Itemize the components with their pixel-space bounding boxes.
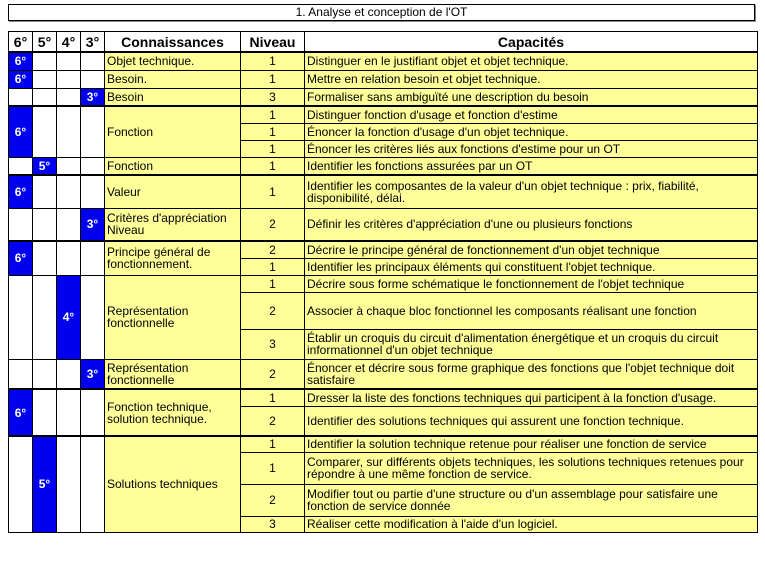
capacite-cell: Mettre en relation besoin et objet technique. (305, 70, 758, 88)
niveau-cell: 3 (241, 516, 305, 532)
niveau-cell: 1 (241, 175, 305, 208)
niveau-cell: 3 (241, 88, 305, 106)
grade-3e-marker: 3° (81, 208, 105, 241)
connaissance-cell: Valeur (105, 175, 241, 208)
niveau-cell: 1 (241, 106, 305, 123)
capacite-cell: Décrire le principe général de fonctionnement d'un objet technique (305, 241, 758, 258)
capacite-cell: Identifier des solutions techniques qui assurent une fonction technique. (305, 406, 758, 436)
grade-cell (9, 275, 33, 359)
connaissance-cell: Principe général de fonctionnement. (105, 241, 241, 275)
niveau-cell: 1 (241, 258, 305, 275)
header-4e: 4° (57, 32, 81, 53)
connaissance-cell: Objet technique. (105, 52, 241, 70)
header-5e: 5° (33, 32, 57, 53)
capacite-cell: Réaliser cette modification à l'aide d'un logiciel. (305, 516, 758, 532)
table-row (9, 208, 758, 241)
capacite-cell: Décrire sous forme schématique le fonctionnement de l'objet technique (305, 275, 758, 292)
capacite-cell: Formaliser sans ambiguïté une description du besoin (305, 88, 758, 106)
grade-cell (33, 70, 57, 88)
table-row (9, 389, 758, 406)
grade-cell (81, 70, 105, 88)
grade-cell (81, 389, 105, 436)
grade-6e-marker: 6° (9, 70, 33, 88)
table-row (9, 436, 758, 452)
grade-cell (81, 275, 105, 359)
capacite-cell: Associer à chaque bloc fonctionnel les composants réalisant une fonction (305, 292, 758, 329)
grade-6e-marker: 6° (9, 52, 33, 70)
grade-cell (81, 241, 105, 275)
header-connaissances: Connaissances (105, 32, 241, 53)
capacite-cell: Distinguer fonction d'usage et fonction d'estime (305, 106, 758, 123)
grade-5e-marker: 5° (33, 157, 57, 175)
niveau-cell: 1 (241, 452, 305, 484)
grade-cell (33, 359, 57, 389)
grade-cell (33, 175, 57, 208)
grade-6e-marker: 6° (9, 106, 33, 157)
table-row (9, 241, 758, 258)
capacite-cell: Identifier les composantes de la valeur d'un objet technique : prix, fiabilité, disponibilité, délai. (305, 175, 758, 208)
grade-cell (57, 106, 81, 157)
grade-6e-marker: 6° (9, 175, 33, 208)
connaissance-cell: Fonction (105, 157, 241, 175)
niveau-cell: 3 (241, 329, 305, 359)
table-row (9, 106, 758, 123)
capacite-cell: Dresser la liste des fonctions techniques qui participent à la fonction d'usage. (305, 389, 758, 406)
grade-cell (9, 359, 33, 389)
capacite-cell: Identifier les principaux éléments qui constituent l'objet technique. (305, 258, 758, 275)
grade-cell (57, 436, 81, 532)
capacite-cell: Modifier tout ou partie d'une structure ou d'un assemblage pour satisfaire une fonction de service donnée (305, 484, 758, 516)
niveau-cell: 1 (241, 70, 305, 88)
grade-6e-marker: 6° (9, 389, 33, 436)
grade-cell (57, 88, 81, 106)
niveau-cell: 1 (241, 275, 305, 292)
header-row (9, 32, 758, 53)
grade-6e-marker: 6° (9, 241, 33, 275)
grade-cell (81, 106, 105, 157)
grade-cell (33, 241, 57, 275)
grade-cell (81, 175, 105, 208)
connaissance-cell: Solutions techniques (105, 436, 241, 532)
niveau-cell: 1 (241, 52, 305, 70)
niveau-cell: 1 (241, 389, 305, 406)
niveau-cell: 2 (241, 241, 305, 258)
capacite-cell: Énoncer les critères liés aux fonctions d'estime pour un OT (305, 140, 758, 157)
grade-3e-marker: 3° (81, 359, 105, 389)
grade-cell (57, 208, 81, 241)
table-row (9, 157, 758, 175)
connaissance-cell: Fonction technique, solution technique. (105, 389, 241, 436)
grade-cell (81, 52, 105, 70)
niveau-cell: 2 (241, 208, 305, 241)
grade-cell (57, 389, 81, 436)
capacite-cell: Distinguer en le justifiant objet et objet technique. (305, 52, 758, 70)
table-row (9, 275, 758, 292)
table-row (9, 70, 758, 88)
grade-cell (33, 389, 57, 436)
grade-cell (81, 157, 105, 175)
grade-cell (33, 275, 57, 359)
grade-cell (33, 52, 57, 70)
grade-cell (33, 208, 57, 241)
grade-4e-marker: 4° (57, 275, 81, 359)
niveau-cell: 2 (241, 406, 305, 436)
grade-5e-marker: 5° (33, 436, 57, 532)
grade-cell (57, 70, 81, 88)
curriculum-table (8, 31, 758, 533)
connaissance-cell: Critères d'appréciation Niveau (105, 208, 241, 241)
capacite-cell: Identifier la solution technique retenue pour réaliser une fonction de service (305, 436, 758, 452)
table-row (9, 52, 758, 70)
connaissance-cell: Besoin. (105, 70, 241, 88)
grade-cell (33, 106, 57, 157)
capacite-cell: Énoncer et décrire sous forme graphique des fonctions que l'objet technique doit satisfaire (305, 359, 758, 389)
table-row (9, 359, 758, 389)
grade-cell (9, 436, 33, 532)
grade-cell (9, 88, 33, 106)
grade-cell (9, 208, 33, 241)
table-row (9, 88, 758, 106)
table-row (9, 175, 758, 208)
connaissance-cell: Représentation fonctionnelle (105, 359, 241, 389)
grade-cell (57, 157, 81, 175)
header-6e: 6° (9, 32, 33, 53)
connaissance-cell: Représentation fonctionnelle (105, 275, 241, 359)
niveau-cell: 2 (241, 292, 305, 329)
niveau-cell: 1 (241, 157, 305, 175)
niveau-cell: 2 (241, 484, 305, 516)
connaissance-cell: Fonction (105, 106, 241, 157)
capacite-cell: Identifier les fonctions assurées par un OT (305, 157, 758, 175)
grade-cell (57, 241, 81, 275)
header-capacites: Capacités (305, 32, 758, 53)
niveau-cell: 1 (241, 123, 305, 140)
capacite-cell: Comparer, sur différents objets techniques, les solutions techniques retenues pour répondre à une même fonction de service. (305, 452, 758, 484)
grade-cell (9, 157, 33, 175)
niveau-cell: 1 (241, 140, 305, 157)
niveau-cell: 1 (241, 436, 305, 452)
capacite-cell: Définir les critères d'appréciation d'une ou plusieurs fonctions (305, 208, 758, 241)
capacite-cell: Établir un croquis du circuit d'alimentation énergétique et un croquis du circuit informationnel d'un objet technique (305, 329, 758, 359)
niveau-cell: 2 (241, 359, 305, 389)
grade-cell (33, 88, 57, 106)
grade-cell (81, 436, 105, 532)
grade-cell (57, 52, 81, 70)
capacite-cell: Énoncer la fonction d'usage d'un objet technique. (305, 123, 758, 140)
section-title: 1. Analyse et conception de l'OT (8, 4, 755, 21)
grade-cell (57, 359, 81, 389)
header-3e: 3° (81, 32, 105, 53)
grade-cell (57, 175, 81, 208)
connaissance-cell: Besoin (105, 88, 241, 106)
header-niveau: Niveau (241, 32, 305, 53)
grade-3e-marker: 3° (81, 88, 105, 106)
